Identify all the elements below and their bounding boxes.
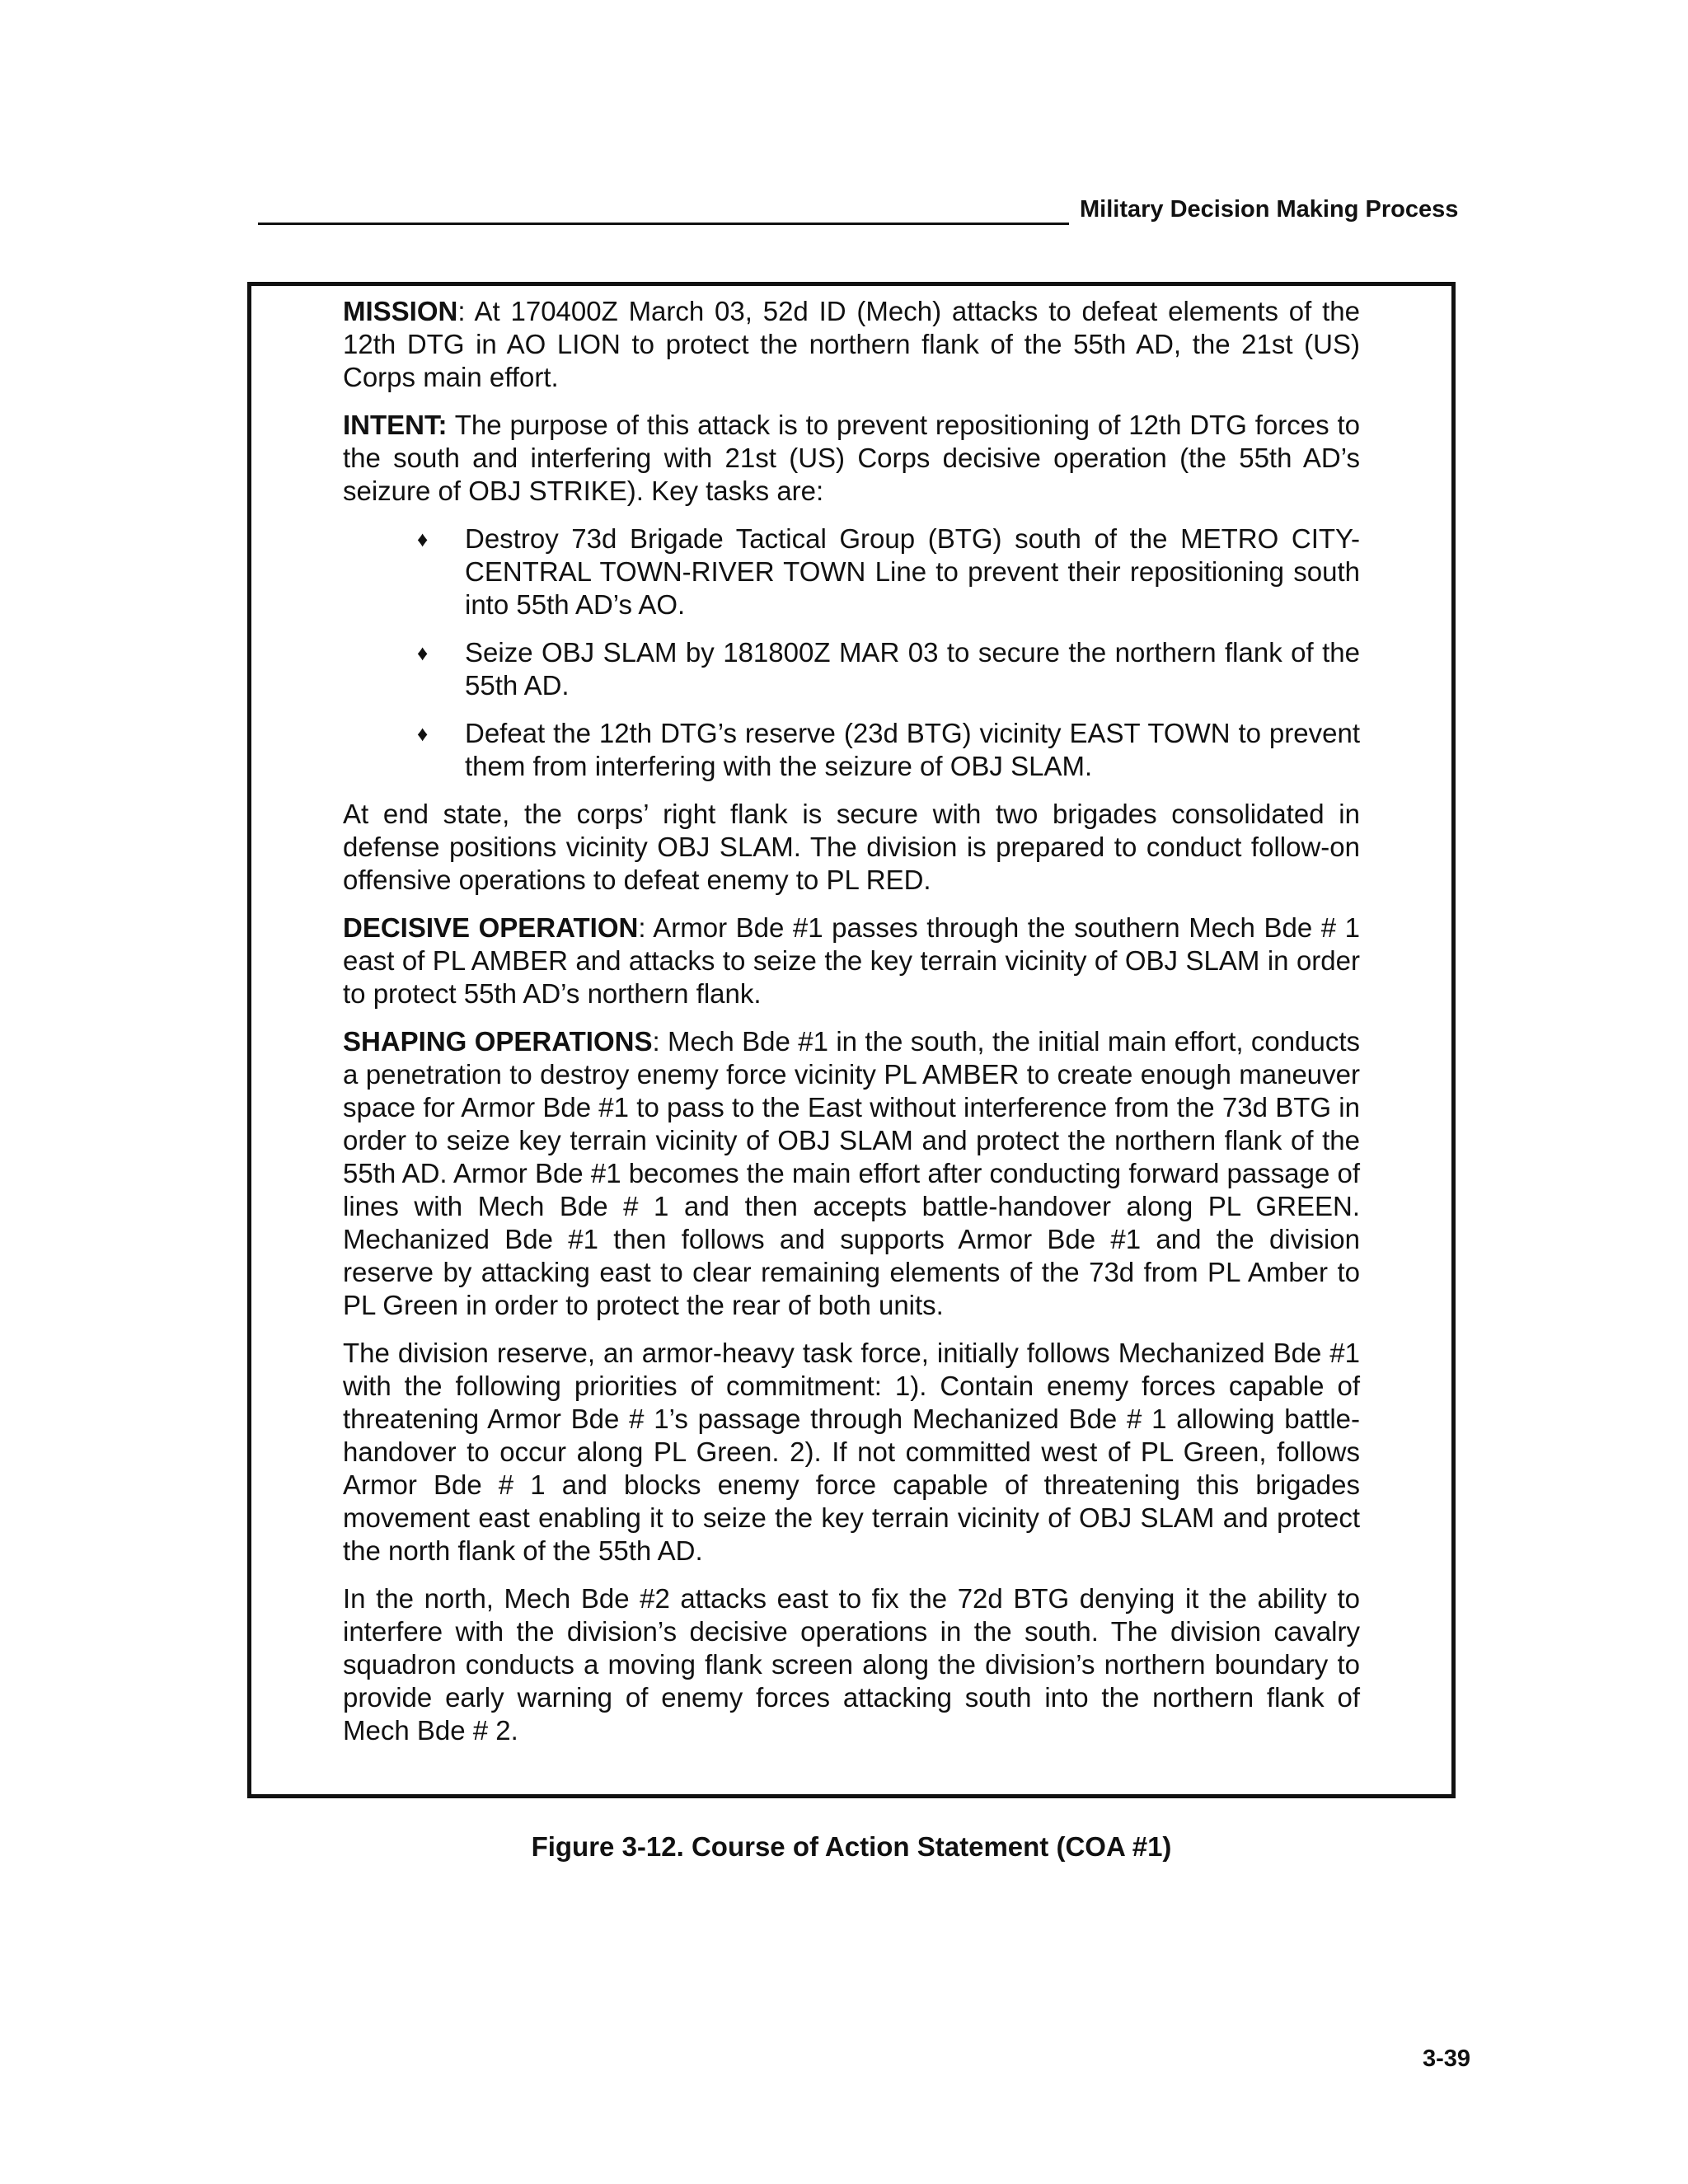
page-number: 3-39	[1422, 2046, 1470, 2072]
diamond-bullet-icon: ♦	[417, 640, 429, 665]
key-task-text: Defeat the 12th DTG’s reserve (23d BTG) vicinity EAST TOWN to prevent them from interfering with the seizure of OBJ SLAM.	[465, 718, 1360, 781]
northern-operations-paragraph: In the north, Mech Bde #2 attacks east to fix the 72d BTG denying it the ability to interfere with the division’s decisive operations in the south. The division cavalry squadron conducts a moving flank screen along the division’s northern boundary to provide early warning of enemy forces attacking south into the northern flank of Mech Bde # 2.	[343, 1583, 1360, 1746]
key-task-text: Seize OBJ SLAM by 181800Z MAR 03 to secure the northern flank of the 55th AD.	[465, 637, 1360, 701]
coa-statement-content	[343, 295, 1360, 1762]
diamond-bullet-icon: ♦	[417, 527, 429, 551]
decisive-operation-label: DECISIVE OPERATION	[343, 912, 639, 943]
diamond-bullet-icon: ♦	[417, 721, 429, 746]
intent-text: The purpose of this attack is to prevent repositioning of 12th DTG forces to the south and interfering with 21st (US) Corps decisive operation (the 55th AD’s seizure of OBJ STRIKE). Key tasks are:	[343, 410, 1360, 506]
shaping-operations-label: SHAPING OPERATIONS	[343, 1026, 653, 1057]
shaping-operations-paragraph	[343, 1025, 1360, 1322]
key-task-item	[417, 636, 1360, 702]
end-state-paragraph: At end state, the corps’ right flank is secure with two brigades consolidated in defense positions vicinity OBJ SLAM. The division is prepared to conduct follow-on offensive operations to defeat enemy to PL RED.	[343, 799, 1360, 895]
key-tasks-list	[343, 523, 1360, 783]
shaping-operations-text: : Mech Bde #1 in the south, the initial main effort, conducts a penetration to destroy enemy force vicinity PL AMBER to create enough maneuver space for Armor Bde #1 to pass to the East without interference from the 73d BTG in order to seize key terrain vicinity of OBJ SLAM and protect the northern flank of the 55th AD. Armor Bde #1 becomes the main effort after conducting forward passage of lines with Mech Bde # 1 and then accepts battle-handover along PL GREEN. Mechanized Bde #1 then follows and supports Armor Bde #1 and the division reserve by attacking east to clear remaining elements of the 73d from PL Amber to PL Green in order to protect the rear of both units.	[343, 1026, 1360, 1320]
mission-text: : At 170400Z March 03, 52d ID (Mech) attacks to defeat elements of the 12th DTG in AO LION to protect the northern flank of the 55th AD, the 21st (US) Corps main effort.	[343, 296, 1360, 392]
running-header: Military Decision Making Process	[1080, 196, 1459, 223]
key-task-item	[417, 717, 1360, 783]
mission-paragraph	[343, 295, 1360, 394]
key-task-item	[417, 523, 1360, 621]
header-rule	[258, 223, 1069, 225]
figure-caption: Figure 3-12. Course of Action Statement (COA #1)	[531, 1831, 1172, 1862]
decisive-operation-paragraph	[343, 912, 1360, 1010]
intent-paragraph	[343, 409, 1360, 508]
intent-label: INTENT:	[343, 410, 448, 440]
decisive-operation-text: : Armor Bde #1 passes through the southern Mech Bde # 1 east of PL AMBER and attacks to seize the key terrain vicinity of OBJ SLAM in order to protect 55th AD’s northern flank.	[343, 912, 1360, 1009]
division-reserve-paragraph: The division reserve, an armor-heavy task force, initially follows Mechanized Bde #1 with the following priorities of commitment: 1). Contain enemy forces capable of threatening Armor Bde # 1’s passage through Mechanized Bde # 1 allowing battle-handover to occur along PL Green. 2). If not committed west of PL Green, follows Armor Bde # 1 and blocks enemy force capable of threatening this brigades movement east enabling it to seize the key terrain vicinity of OBJ SLAM and protect the north flank of the 55th AD.	[343, 1338, 1360, 1566]
key-task-text: Destroy 73d Brigade Tactical Group (BTG) south of the METRO CITY-CENTRAL TOWN-RIVER TOWN Line to prevent their repositioning south into 55th AD’s AO.	[465, 523, 1360, 620]
mission-label: MISSION	[343, 296, 458, 326]
